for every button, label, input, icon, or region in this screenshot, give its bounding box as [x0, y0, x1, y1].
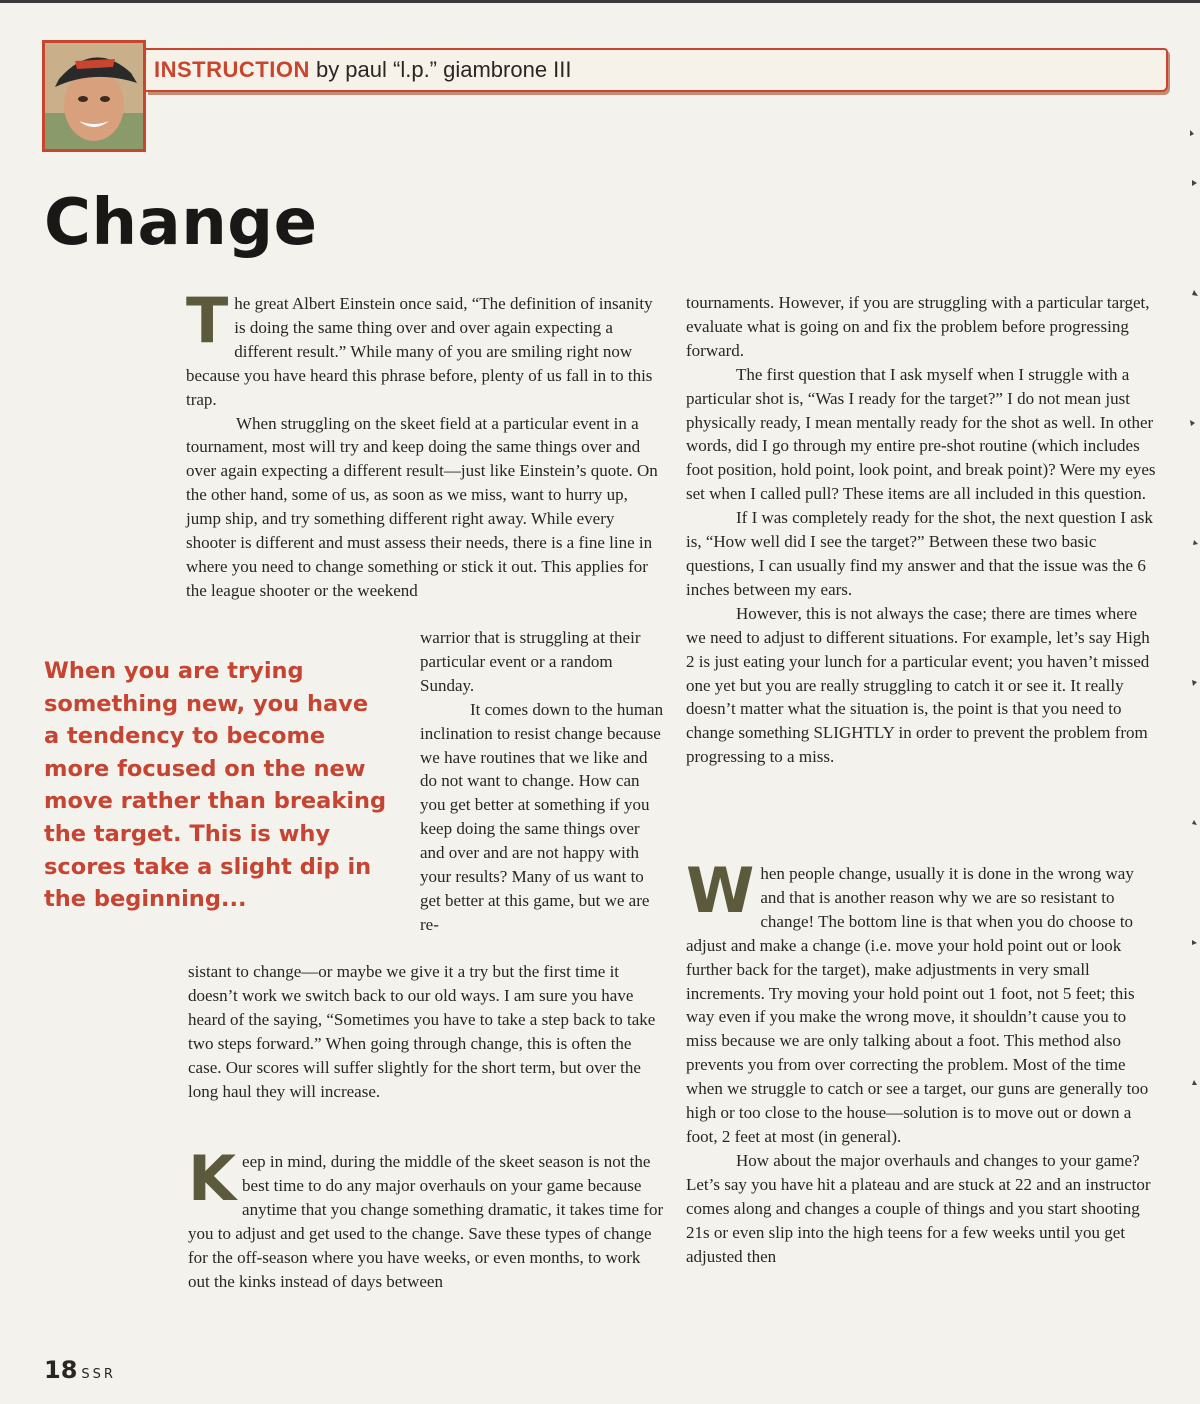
author-photo-icon: [45, 43, 143, 149]
article-title: Change: [44, 186, 318, 260]
top-rule: [0, 0, 1200, 3]
paragraph-1: [186, 284, 662, 412]
paragraph-10: How about the major overhauls and changes to your game? Let’s say you have hit a plateau and are stuck at 22 and an instructor comes along and changes a couple of things and you start shooting 21s or even slip into the high teens for a few weeks until you get adjusted then: [686, 1150, 1151, 1266]
page-folio: [44, 1356, 116, 1384]
paragraph-6: The first question that I ask myself when I struggle with a particular shot is, “Was I ready for the target?” I do not mean just physically ready, I mean mentally ready for the shot as well. In other words, did I go through my entire pre-shot routine (which includes foot position, hold point, look point, and break point)? Were my eyes set when I called pull? These items are all included in this question.: [686, 364, 1156, 504]
paragraph-9-text: hen people change, usually it is done in the wrong way and that is another reason why we are so resistant to change! The bottom line is that when you do choose to adjust and make a change (i.e. move your hold point out or look further back for the target), make adjustments in very small increments. Try moving your hold point out 1 foot, not 5 feet; this way even if you make the wrong move, it shouldn’t cause you to miss because we are only talking about a foot. This method also prevents you from over correcting the problem. Most of the time when we struggle to catch or see a target, our guns are generally too high or too close to the house—solution is to move out or down a foot, 2 feet at most (in general).: [686, 864, 1149, 1146]
pull-quote: When you are trying something new, you have a tendency to become more focused on the new move rather than breaking the target. This is why scores take a slight dip in the beginning...: [44, 658, 387, 913]
paragraph-5: tournaments. However, if you are struggling with a particular target, evaluate what is going on and fix the problem before progressing forward.: [686, 293, 1150, 360]
paragraph-2-continued: warrior that is struggling at their particular event or a random Sunday.: [420, 628, 641, 695]
paragraph-4-text: eep in mind, during the middle of the skeet season is not the best time to do any major overhauls on your game because anytime that you change something dramatic, it takes time for you to adjust and get used to the change. Save these types of change for the off-season where you have weeks, or even months, to work out the kinks instead of days between: [188, 1152, 664, 1291]
dropcap-t: T: [186, 284, 229, 357]
scan-edge-marks: [1176, 120, 1200, 1220]
paragraph-7: If I was completely ready for the shot, the next question I ask is, “How well did I see the target?” Between these two basic questions, I can usually find my answer and that the issue was the 6 inches between my ears.: [686, 508, 1153, 599]
column-1-narrow: [420, 626, 664, 937]
paragraph-8: However, this is not always the case; there are times where we need to adjust to different situations. For example, let’s say High 2 is just eating your lunch for a particular event; you haven’t missed one yet but you are really struggling to catch it or see it. It really doesn’t matter what the situation is, the point is that you need to change something SLIGHTLY in order to prevent the problem from progressing to a miss.: [686, 603, 1150, 767]
dropcap-w: W: [686, 854, 755, 927]
column-2-bottom: [686, 854, 1158, 1268]
dropcap-k: K: [188, 1142, 237, 1215]
byline: by paul “l.p.” giambrone III: [315, 57, 572, 82]
paragraph-3-continued: sistant to change—or maybe we give it a try but the first time it doesn’t work we switch back to our old ways. I am sure you have heard of the saying, “Sometimes you have to take a step back to take two steps forward.” When going through change, this is often the case. Our scores will suffer slightly for the short term, but over the long haul they will increase.: [188, 962, 656, 1101]
page-number: 18: [44, 1356, 78, 1384]
section-label: INSTRUCTION: [154, 57, 310, 82]
magazine-name: SSR: [81, 1367, 116, 1382]
paragraph-2: When struggling on the skeet field at a particular event in a tournament, most will try and keep doing the same things over and over again expecting a different result—just like Einstein’s quote. On the other hand, some of us, as soon as we miss, want to hurry up, jump ship, and try something different right away. While every shooter is different and must assess their needs, there is a fine line in where you need to change something or stick it out. This applies for the league shooter or the weekend: [186, 413, 658, 600]
column-1-bottom: [188, 1142, 664, 1293]
paragraph-9: [686, 854, 1158, 1149]
paragraph-3: It comes down to the human inclination to resist change because we have routines that we like and do not want to change. How can you get better at something if you keep doing the same things over and over and are not happy with your results? Many of us want to get better at this game, but we are re-: [420, 699, 664, 934]
author-photo: [42, 40, 146, 152]
paragraph-1-text: he great Albert Einstein once said, “The definition of insanity is doing the same thing over and over again expecting a different result.” While many of you are smiling right now because you have heard this phrase before, plenty of us fall in to this trap.: [186, 294, 653, 409]
paragraph-4: [188, 1142, 664, 1293]
header-text: [154, 57, 572, 83]
column-1-lower: [188, 960, 664, 1103]
section-header: [146, 48, 1168, 92]
column-2-top: [686, 291, 1158, 769]
column-1-top: [186, 284, 662, 603]
